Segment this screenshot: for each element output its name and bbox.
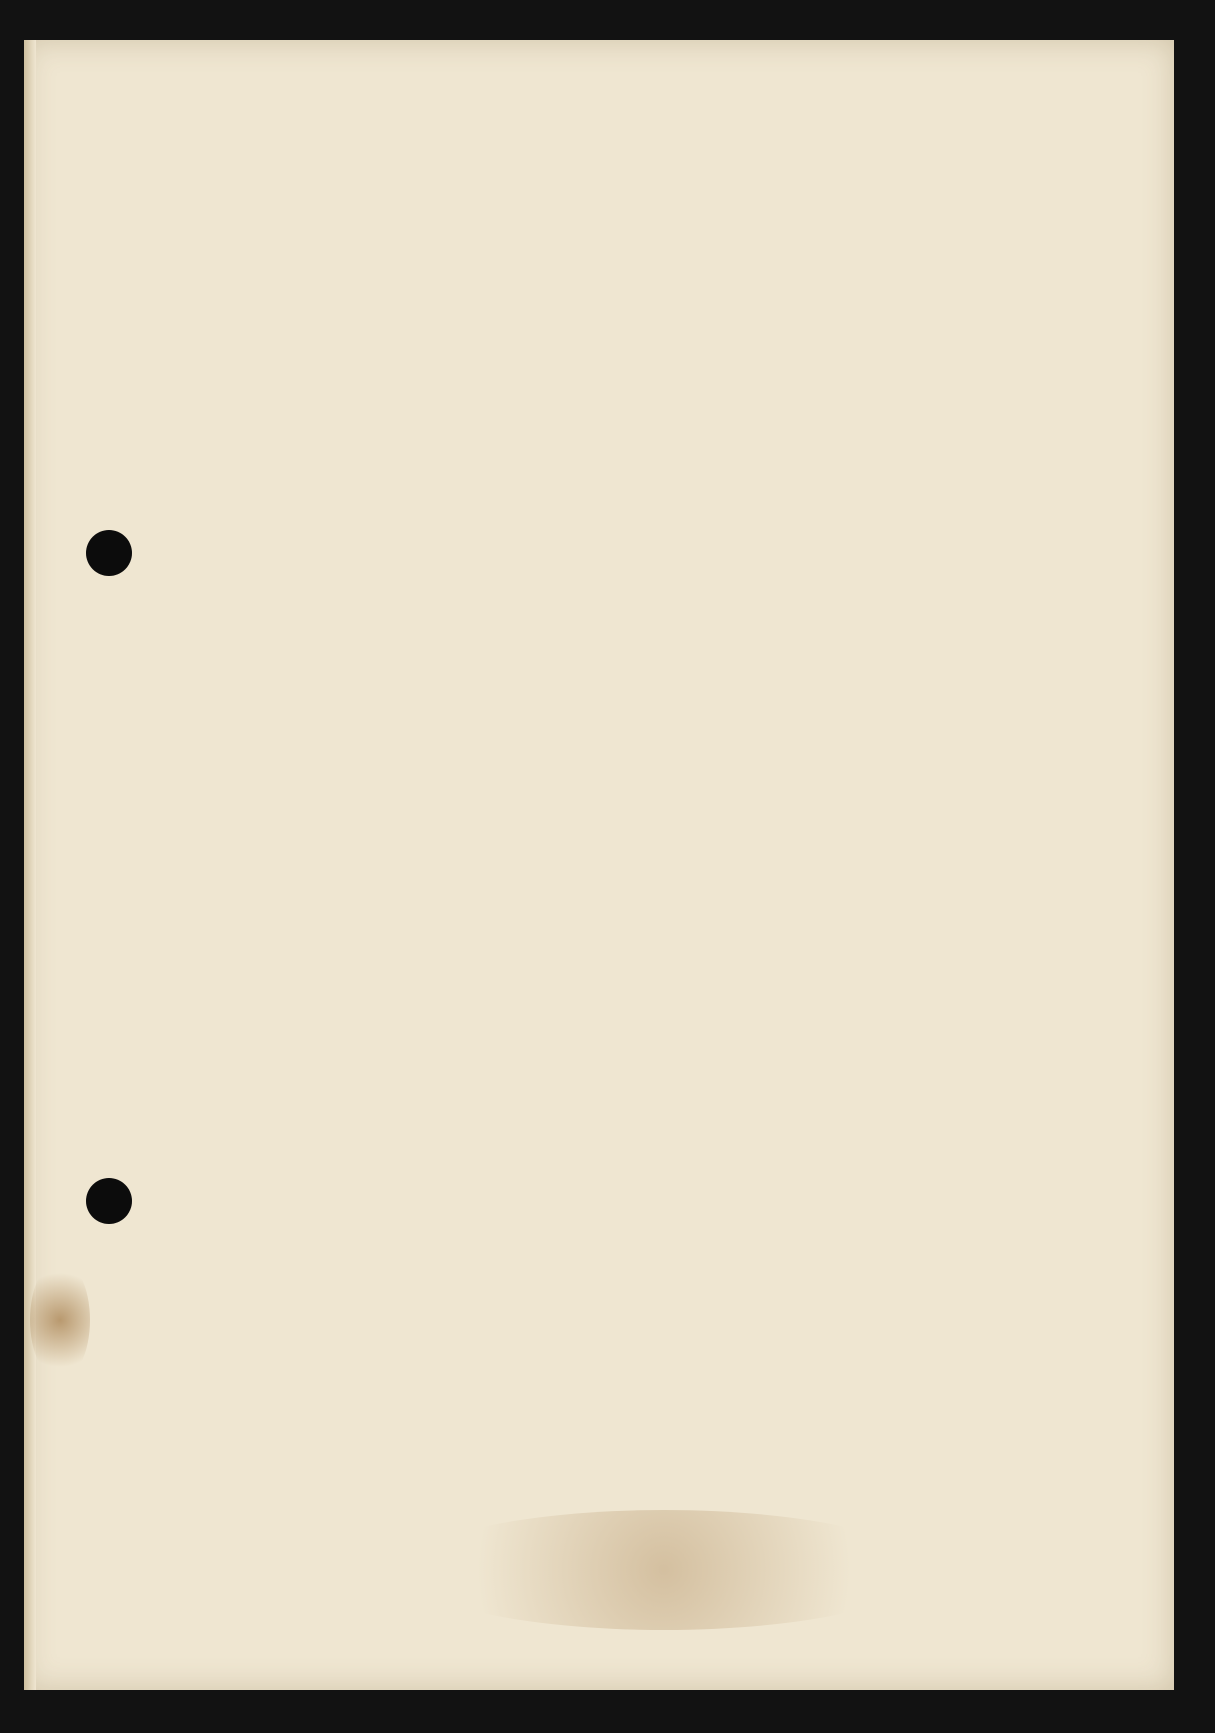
stain-bottom (404, 1510, 924, 1630)
body-text (170, 188, 906, 208)
punch-hole-bottom (86, 1178, 132, 1224)
punch-hole-top (86, 530, 132, 576)
document-page (24, 40, 1174, 1690)
stain-left (30, 1260, 90, 1380)
